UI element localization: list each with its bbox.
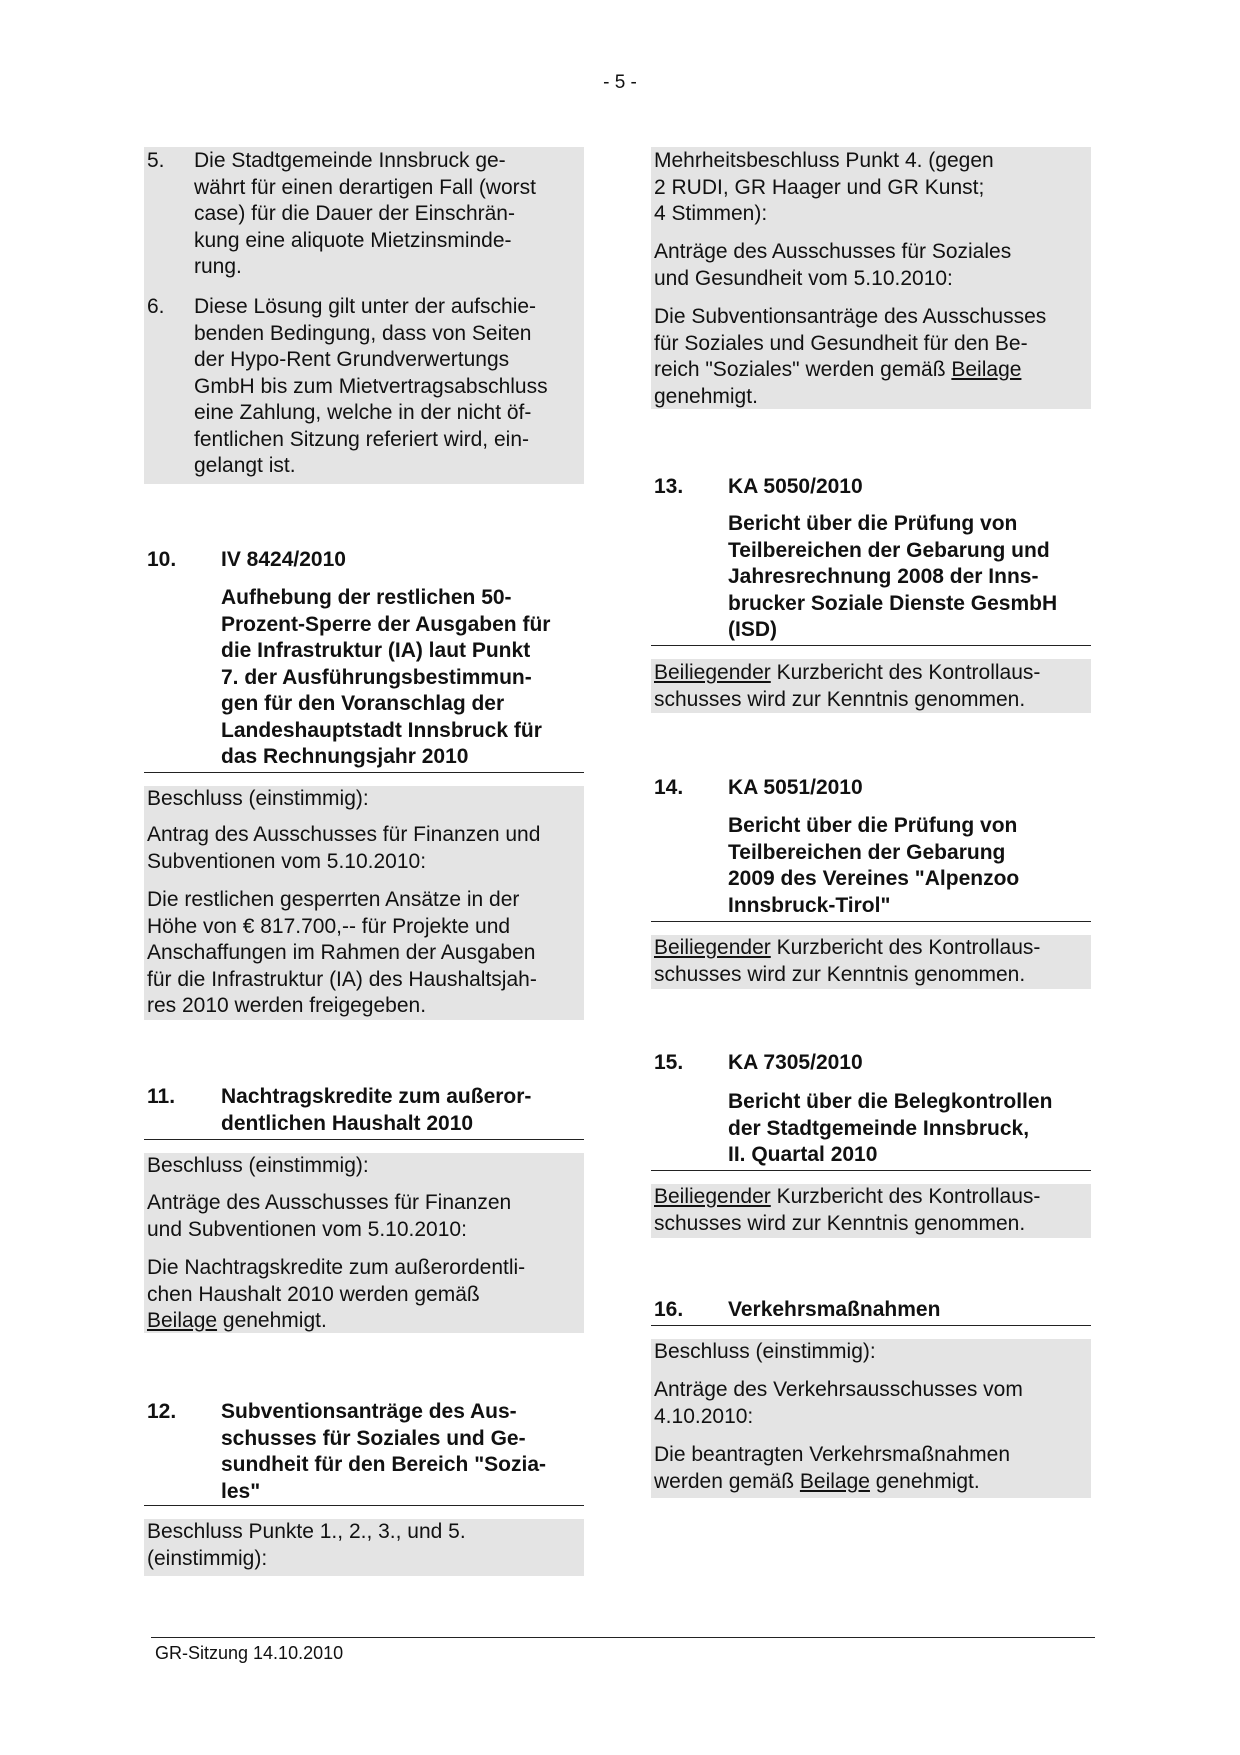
majority-line: 2 RUDI, GR Haager und GR Kunst;	[654, 175, 985, 199]
item-code: KA 5050/2010	[728, 475, 863, 498]
item-title-line: Teilbereichen der Gebarung und	[728, 538, 1050, 562]
divider	[144, 772, 584, 773]
decision-text-line	[654, 1184, 1040, 1211]
item-title-line: (ISD)	[728, 618, 777, 641]
list-item-line: Diese Lösung gilt unter der aufschie-	[194, 295, 537, 318]
item-title-line: Innsbruck-Tirol"	[728, 893, 891, 917]
divider	[651, 921, 1091, 922]
report-link[interactable]: Beiliegender	[654, 661, 771, 684]
item-number: 13.	[654, 475, 684, 498]
divider	[651, 1170, 1091, 1171]
list-item-line: fentlichen Sitzung referiert wird, ein-	[194, 427, 529, 451]
footer-divider	[151, 1637, 1095, 1638]
item-title-line: schusses für Soziales und Ge-	[221, 1426, 526, 1450]
item-title-line: Jahresrechnung 2008 der Inns-	[728, 565, 1039, 588]
list-item-line: eine Zahlung, welche in der nicht öf-	[194, 401, 532, 424]
item-number: 14.	[654, 776, 684, 799]
decision-text-line	[654, 935, 1040, 962]
motion-line: Subventionen vom 5.10.2010:	[147, 849, 427, 873]
motion-line: Anträge des Ausschusses für Finanzen	[147, 1191, 512, 1214]
decision-text-line: Anschaffungen im Rahmen der Ausgaben	[147, 941, 536, 964]
decision-text-line: für Soziales und Gesundheit für den Be-	[654, 331, 1028, 355]
item-number: 11.	[147, 1085, 176, 1108]
item-title-line: Bericht über die Prüfung von	[728, 814, 1018, 837]
page-number: - 5 -	[603, 72, 637, 93]
list-number: 5.	[147, 149, 165, 172]
item-title-line: II. Quartal 2010	[728, 1143, 878, 1166]
decision-label: Beschluss (einstimmig):	[147, 1154, 369, 1177]
motion-line: 4.10.2010:	[654, 1404, 754, 1428]
decision-text-part: Kurzbericht des Kontrollaus-	[770, 936, 1041, 959]
item-title-line: Bericht über die Prüfung von	[728, 512, 1018, 535]
decision-label: (einstimmig):	[147, 1546, 268, 1570]
decision-text-line: schusses wird zur Kenntnis genommen.	[654, 1211, 1026, 1235]
decision-text-line: Die Nachtragskredite zum außerordentli-	[147, 1256, 526, 1279]
item-title-line: Nachtragskredite zum außeror-	[221, 1085, 532, 1108]
divider	[144, 1505, 584, 1506]
item-title-line: les"	[221, 1479, 261, 1503]
decision-text-line: schusses wird zur Kenntnis genommen.	[654, 687, 1026, 711]
list-item-line: kung eine aliquote Mietzinsminde-	[194, 228, 512, 252]
item-title-line: Verkehrsmaßnahmen	[728, 1298, 941, 1321]
decision-text-line	[654, 660, 1040, 687]
item-number: 10.	[147, 548, 177, 571]
motion-line: und Gesundheit vom 5.10.2010:	[654, 266, 953, 290]
report-link[interactable]: Beiliegender	[654, 1185, 771, 1208]
divider	[144, 1139, 584, 1140]
divider	[651, 645, 1091, 646]
item-title-line: Subventionsanträge des Aus-	[221, 1400, 517, 1423]
decision-text-line: für die Infrastruktur (IA) des Haushaltsjah-	[147, 967, 537, 991]
item-title-line: gen für den Voranschlag der	[221, 692, 505, 715]
decision-text-line	[654, 357, 1021, 384]
item-title-line: Aufhebung der restlichen 50-	[221, 586, 512, 609]
decision-text-line: genehmigt.	[654, 384, 758, 408]
motion-line: und Subventionen vom 5.10.2010:	[147, 1217, 467, 1241]
majority-line: Mehrheitsbeschluss Punkt 4. (gegen	[654, 149, 994, 172]
list-item-line: GmbH bis zum Mietvertragsabschluss	[194, 374, 548, 398]
majority-line: 4 Stimmen):	[654, 202, 768, 225]
decision-text-part: Kurzbericht des Kontrollaus-	[770, 1185, 1041, 1208]
decision-text-line: Die beantragten Verkehrsmaßnahmen	[654, 1443, 1011, 1466]
decision-text-line: schusses wird zur Kenntnis genommen.	[654, 962, 1026, 986]
decision-label: Beschluss (einstimmig):	[654, 1340, 876, 1363]
decision-text-part: genehmigt.	[869, 1469, 980, 1493]
item-title-line: Teilbereichen der Gebarung	[728, 840, 1006, 864]
list-item-line: währt für einen derartigen Fall (worst	[194, 175, 536, 199]
decision-label: Beschluss (einstimmig):	[147, 787, 369, 810]
list-item-line: rung.	[194, 255, 242, 278]
motion-line: Anträge des Ausschusses für Soziales	[654, 240, 1012, 263]
item-title-line: Bericht über die Belegkontrollen	[728, 1090, 1053, 1113]
item-title-line: dentlichen Haushalt 2010	[221, 1111, 474, 1135]
motion-line: Antrag des Ausschusses für Finanzen und	[147, 823, 541, 846]
list-item-line: gelangt ist.	[194, 454, 296, 477]
item-title-line: sundheit für den Bereich "Sozia-	[221, 1453, 546, 1476]
item-title-line: die Infrastruktur (IA) laut Punkt	[221, 639, 531, 662]
item-title-line: Prozent-Sperre der Ausgaben für	[221, 612, 551, 636]
item-number: 15.	[654, 1051, 684, 1074]
attachment-link[interactable]: Beilage	[799, 1469, 870, 1493]
item-code: IV 8424/2010	[221, 548, 346, 571]
divider	[651, 1325, 1091, 1326]
list-number: 6.	[147, 295, 165, 318]
decision-text-line	[147, 1308, 327, 1335]
list-item-line: Die Stadtgemeinde Innsbruck ge-	[194, 149, 506, 172]
item-number: 12.	[147, 1400, 177, 1423]
item-number: 16.	[654, 1298, 684, 1321]
decision-text-tail: genehmigt.	[217, 1309, 327, 1332]
item-title-line: 2009 des Vereines "Alpenzoo	[728, 867, 1020, 890]
report-link[interactable]: Beiliegender	[654, 936, 771, 959]
item-title-line: der Stadtgemeinde Innsbruck,	[728, 1116, 1030, 1140]
decision-text-line	[654, 1469, 980, 1496]
item-code: KA 5051/2010	[728, 776, 863, 799]
item-title-line: brucker Soziale Dienste GesmbH	[728, 591, 1058, 615]
list-item-line: der Hypo-Rent Grundverwertungs	[194, 348, 510, 371]
item-code: KA 7305/2010	[728, 1051, 863, 1074]
item-title-line: 7. der Ausführungsbestimmun-	[221, 665, 532, 689]
decision-text-line: Höhe von € 817.700,-- für Projekte und	[147, 914, 511, 938]
item-title-line: Landeshauptstadt Innsbruck für	[221, 718, 542, 742]
decision-text-part: Kurzbericht des Kontrollaus-	[770, 661, 1041, 684]
item-title-line: das Rechnungsjahr 2010	[221, 745, 469, 768]
list-item-line: benden Bedingung, dass von Seiten	[194, 321, 532, 345]
decision-text-line: Die restlichen gesperrten Ansätze in der	[147, 888, 520, 911]
motion-line: Anträge des Verkehrsausschusses vom	[654, 1378, 1023, 1401]
decision-text-part: werden gemäß	[654, 1469, 800, 1493]
attachment-link[interactable]: Beilage	[147, 1309, 218, 1332]
decision-text-line: chen Haushalt 2010 werden gemäß	[147, 1282, 480, 1306]
decision-text-part: reich "Soziales" werden gemäß	[654, 358, 952, 381]
footer-text: GR-Sitzung 14.10.2010	[155, 1643, 344, 1663]
attachment-link[interactable]: Beilage	[951, 358, 1022, 381]
decision-text-line: res 2010 werden freigegeben.	[147, 994, 427, 1017]
list-item-line: case) für die Dauer der Einschrän-	[194, 202, 515, 225]
decision-label: Beschluss Punkte 1., 2., 3., und 5.	[147, 1520, 466, 1543]
decision-text-line: Die Subventionsanträge des Ausschusses	[654, 305, 1047, 328]
